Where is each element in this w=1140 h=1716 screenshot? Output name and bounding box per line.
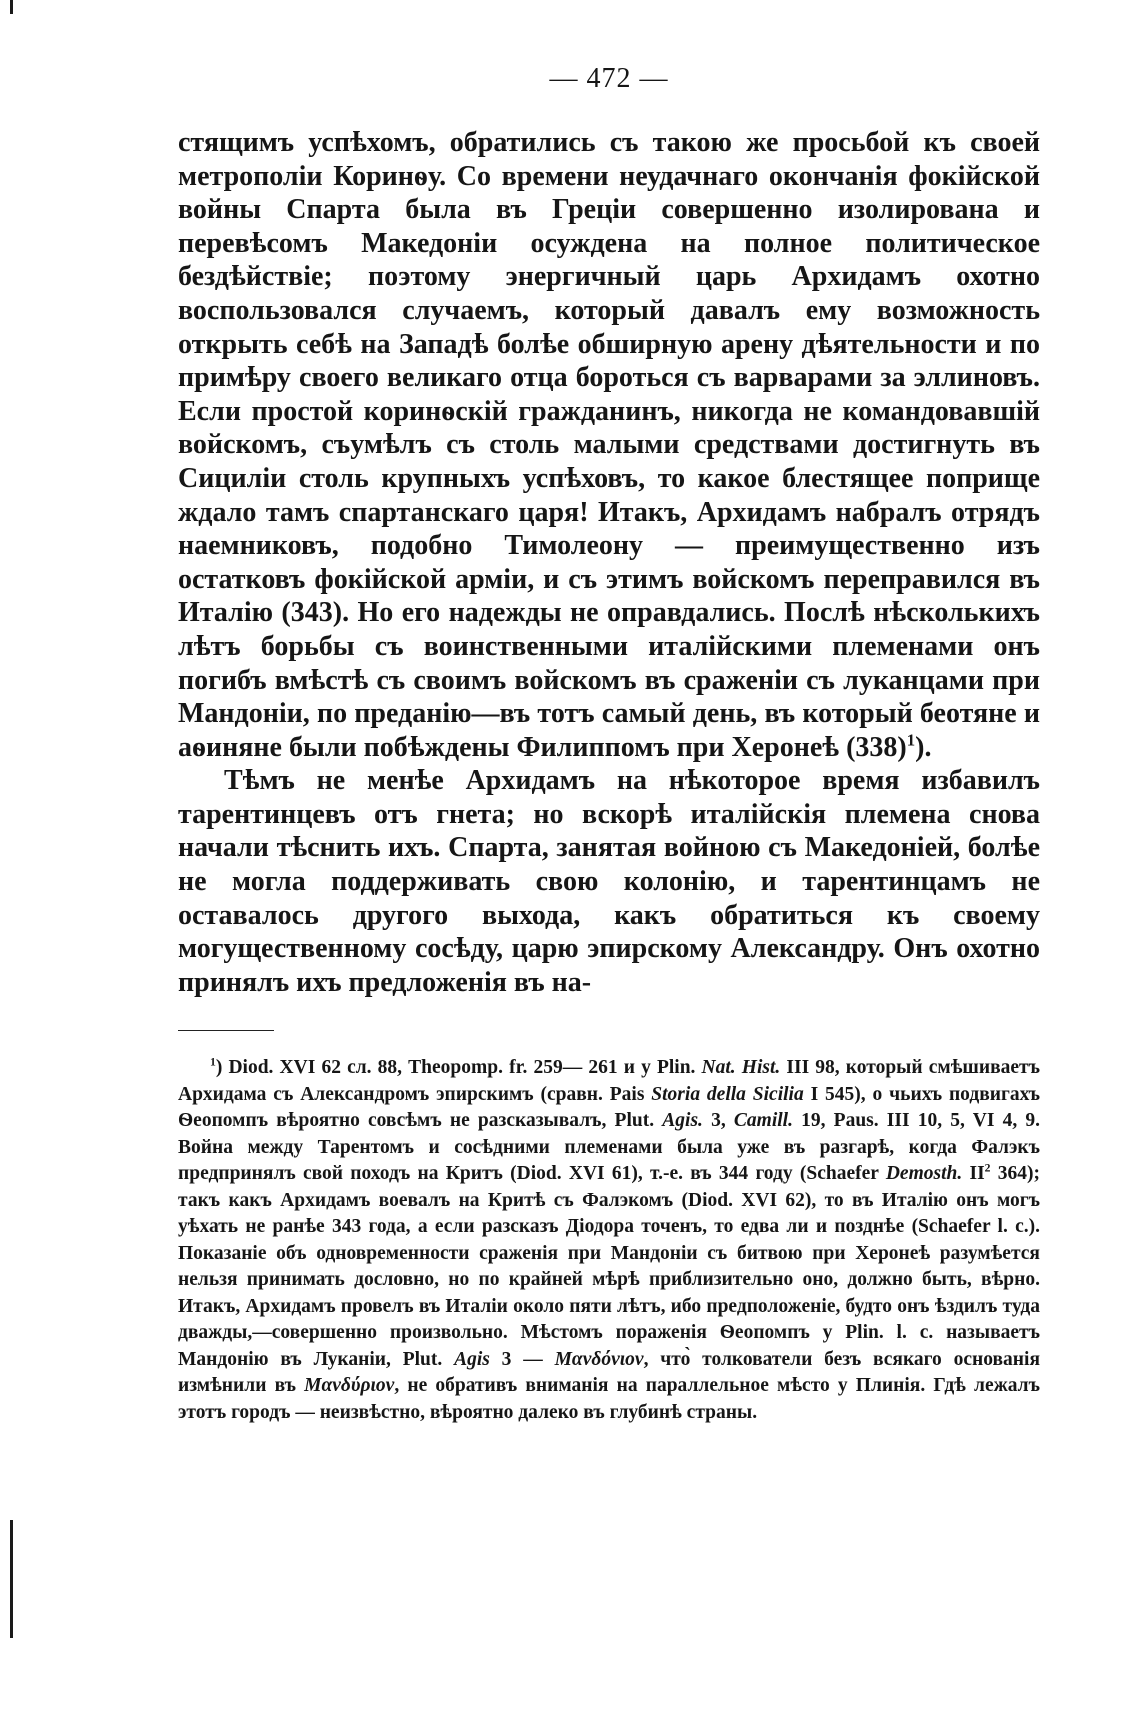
footnote-reference: 1 xyxy=(906,730,916,750)
footnote-citation: Camill. xyxy=(733,1110,793,1132)
footnote-greek-term: Μανδύριον xyxy=(304,1375,395,1397)
footnote-text: , что̀ толкователи безъ всякаго основанія измѣнили въ xyxy=(178,1348,1041,1397)
footnote-text: II xyxy=(962,1163,985,1185)
scan-edge-mark-top xyxy=(10,0,13,14)
edition-superscript: 2 xyxy=(984,1161,991,1175)
footnote-citation: Storia della Sicilia xyxy=(651,1083,804,1105)
footnote-text: , не обративъ вниманія на параллельное мѣсто у Плинія. Гдѣ лежалъ этотъ городъ — неизвѣстно, вѣроятно далеко въ глубинѣ страны. xyxy=(178,1375,1040,1423)
page-number: — 472 — xyxy=(549,63,669,94)
footnote-text: I 545), о чьихъ подвигахъ Ѳеопомпъ вѣроятно совсѣмъ не разсказывалъ, Plut. xyxy=(178,1083,1040,1132)
footnote-text: 3, xyxy=(702,1110,734,1132)
paragraph-2: Тѣмъ не менѣе Архидамъ на нѣкоторое время избавилъ тарентинцевъ отъ гнета; но вскорѣ италійскія племена снова начали тѣснить ихъ. Спарта, занятая войною съ Македоніей, болѣе не могла поддерживать свою колонію, и тарентинцамъ не оставалось другого выхода, какъ обратиться къ своему могущественному сосѣду, царю эпирскому Александру. Онъ охотно принялъ ихъ предложенія въ на- xyxy=(178,765,1040,998)
footnote-mark: 1 xyxy=(210,1055,216,1069)
paragraph-1 xyxy=(178,126,1040,764)
footnote-separator xyxy=(178,1030,274,1031)
footnote-text: 3 — xyxy=(489,1348,555,1370)
book-page xyxy=(178,62,1040,1426)
footnote-greek-term: Μανδόνιον xyxy=(554,1348,644,1370)
footnote-citation: Agis xyxy=(454,1348,490,1370)
scan-edge-mark-bottom xyxy=(10,1520,13,1638)
footnote-citation: Demosth. xyxy=(885,1163,963,1185)
footnote-text: ) Diod. XVI 62 сл. 88, Theopomp. fr. 259— 261 и у Plin. xyxy=(215,1057,702,1079)
footnote-text: III 98, который смѣшиваетъ Архидама съ Александромъ эпирскимъ (сравн. Pais xyxy=(178,1057,1040,1105)
footnote-citation: Agis. xyxy=(662,1110,703,1132)
paragraph-1-text: стящимъ успѣхомъ, обратились съ такою же просьбой къ своей метрополіи Коринѳу. Со времени неудачнаго окончанія фокійской войны Спарта была въ Греціи совершенно изолирована и перевѣсомъ Македоніи осуждена на полное политическое бездѣйствіе; поэтому энергичный царь Архидамъ охотно воспользовался случаемъ, который давалъ ему возможность открыть себѣ на Западѣ болѣе обширную арену дѣятельности и по примѣру своего великаго отца бороться съ варварами за эллиновъ. Если простой коринѳскій гражданинъ, никогда не командовавшій войскомъ, съумѣлъ съ столь малыми средствами достигнуть въ Сициліи столь крупныхъ успѣховъ, то какое блестящее поприще ждало тамъ спартанскаго царя! Итакъ, Архидамъ набралъ отрядъ наемниковъ, подобно Тимолеону — преимущественно изъ остатковъ фокійской арміи, и съ этимъ войскомъ переправился въ Италію (343). Но его надежды не оправдались. Послѣ нѣсколькихъ лѣтъ борьбы съ воинственными италійскими племенами онъ погибъ вмѣстѣ съ своимъ войскомъ въ сраженіи съ луканцами при Мандоніи, по преданію—въ тотъ самый день, въ который беотяне и аѳиняне были побѣждены Филиппомъ при Херонеѣ (338) xyxy=(178,127,1040,763)
footnote-1 xyxy=(178,1055,1040,1426)
footnote-citation: Nat. Hist. xyxy=(701,1057,781,1079)
main-text xyxy=(178,126,1040,999)
footnote-text: 19, Paus. III 10, 5, VI 4, 9. Война между Тарентомъ и сосѣдними племенами была уже въ разгарѣ, когда Фалэкъ предпринялъ свой походъ на Критъ (Diod. XVI 61), т.-е. въ 344 году (Schaefer xyxy=(178,1110,1040,1185)
footnotes xyxy=(178,1055,1040,1426)
footnote-text: 364); такъ какъ Архидамъ воевалъ на Критѣ съ Фалэкомъ (Diod. XVI 62), то въ Италію онъ могъ уѣхать не ранѣе 343 года, а если разсказъ Діодора точенъ, то едва ли и позднѣе (Schaefer l. c.). Показаніе объ одновременности сраженія при Мандоніи съ битвою при Херонеѣ разумѣется нельзя принимать дословно, но по крайней мѣрѣ приблизительно оно, должно быть, вѣрно. Итакъ, Архидамъ провелъ въ Италіи около пяти лѣтъ, ибо предположеніе, будто онъ ѣздилъ туда дважды,—совершенно произвольно. Мѣстомъ пораженія Ѳеопомпъ у Plin. l. c. называетъ Мандонію въ Луканіи, Plut. xyxy=(178,1163,1040,1370)
paragraph-1-end: ). xyxy=(915,731,932,763)
